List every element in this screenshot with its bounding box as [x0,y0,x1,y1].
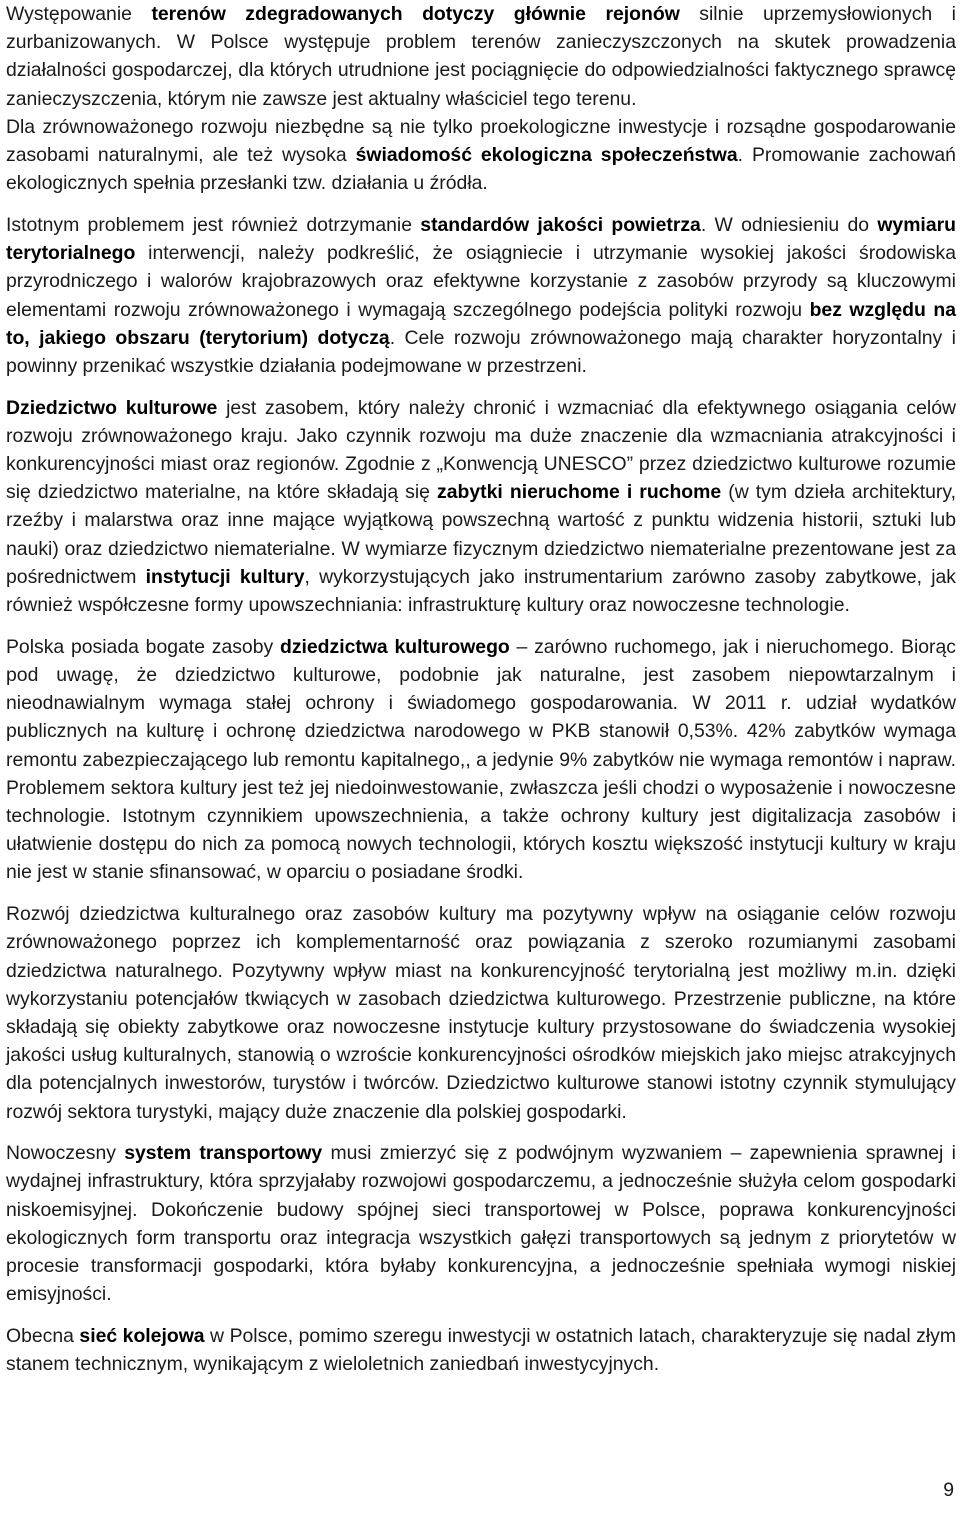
page-number: 9 [943,1479,954,1501]
paragraph-8 [6,1322,956,1378]
text-run: Rozwój dziedzictwa kulturalnego oraz zasobów kultury ma pozytywny wpływ na osiąganie celów rozwoju zrównoważonego poprzez ich komplementarność oraz powiązania z szeroko rozumianymi zasobami dziedzictwa naturalnego. Pozytywny wpływ miast na konkurencyjność terytorialną jest możliwy m.in. dzięki wykorzystaniu potencjałów tkwiących w zasobach dziedzictwa kulturowego. Przestrzenie publiczne, na które składają się obiekty zabytkowe oraz nowoczesne instytucje kultury przystosowane do świadczenia wysokiej jakości usług kulturalnych, stanowią o wzroście konkurencyjności ośrodków miejskich jako miejsc atrakcyjnych dla potencjalnych inwestorów, turystów i twórców. Dziedzictwo kulturowe stanowi istotny czynnik stymulujący rozwój sektora turystyki, mający duże znaczenie dla polskiej gospodarki. [6,903,956,1123]
bold-phrase: bez względu na to, jakiego obszaru (terytorium) dotyczą [6,298,956,349]
text-run: . Cele rozwoju zrównoważonego mają charakter horyzontalny i powinny przenikać wszystkie działania podejmowane w przestrzeni. [6,326,956,377]
paragraph-4 [6,394,956,620]
text-run: , wykorzystujących jako instrumentarium zarówno zasoby zabytkowe, jak również współczesne formy upowszechniania: infrastrukturę kultury oraz nowoczesne technologie. [6,565,957,617]
paragraph-3 [6,211,956,380]
paragraph-5 [6,633,956,887]
text-run: Nowoczesny [6,1142,125,1165]
text-run: Występowanie [6,3,152,25]
bold-phrase: wymiaru terytorialnego [6,213,956,265]
text-run: w Polsce, pomimo szeregu inwestycji w ostatnich latach, charakteryzuje się nadal złym stanem technicznym, wynikającym z wieloletnich zaniedbań inwestycyjnych. [6,1324,956,1376]
document-page [6,0,956,1392]
bold-phrase: Dziedzictwo kulturowe [6,396,218,419]
text-run: musi zmierzyć się z podwójnym wyzwaniem – zapewnienia sprawnej i wydajnej infrastruktury, która sprzyjałaby rozwojowi gospodarczemu, a jednocześnie służyła celom gospodarki niskoemisyjnej. Dokończenie budowy spójnej sieci transportowej w Polsce, poprawa konkurencyjności ekologicznych form transportu oraz integracja wszystkich gałęzi transportowych są jednym z priorytetów w procesie transformacji gospodarki, która byłaby konkurencyjna, a jednocześnie spełniała wymogi niskiej emisyjności. [6,1142,956,1306]
text-run: silnie uprzemysłowionych i zurbanizowanych. W Polsce występuje problem terenów zanieczyszczonych na skutek prowadzenia działalności gospodarczej, dla których utrudnione jest pociągnięcie do odpowiedzialności faktycznego sprawcę zanieczyszczenia, którym nie zawsze jest aktualny właściciel tego terenu. [6,3,956,110]
text-run: (w tym dzieła architektury, rzeźby i malarstwa oraz inne mające wyjątkową powszechną wartość z punktu widzenia historii, sztuki lub nauki) oraz dziedzictwo niematerialne. W wymiarze fizycznym dziedzictwo niematerialne prezentowane jest za pośrednictwem [6,481,956,588]
bold-phrase: terenów zdegradowanych dotyczy głównie rejonów [151,3,680,25]
bold-phrase: świadomość ekologiczna społeczeństwa [355,144,738,167]
bold-phrase: instytucji kultury [145,565,305,588]
text-run: Obecna [6,1324,80,1347]
bold-phrase: zabytki nieruchome i ruchome [437,481,722,504]
text-run: interwencji, należy podkreślić, że osiągniecie i utrzymanie wysokiej jakości środowiska przyrodniczego i walorów krajobrazowych oraz efektywne korzystanie z zasobów przyrody są kluczowymi elementami rozwoju zrównoważonego i wymagają szczególnego podejścia polityki rozwoju [6,242,956,321]
text-run: jest zasobem, który należy chronić i wzmacniać dla efektywnego osiągania celów rozwoju zrównoważonego kraju. Jako czynnik rozwoju ma duże znaczenie dla wzmacniania atrakcyjności i konkurencyjności miast oraz regionów. Zgodnie z „Konwencją UNESCO” przez dziedzictwo kulturowe rozumie się dziedzictwo materialne, na które składają się [6,396,956,504]
text-run: – zarówno ruchomego, jak i nieruchomego. Biorąc pod uwagę, że dziedzictwo kulturowe, podobnie jak naturalne, jest zasobem niepowtarzalnym i nieodnawialnym wymaga stałej ochrony i świadomego gospodarowania. W 2011 r. udział wydatków publicznych na kulturę i ochronę dziedzictwa narodowego w PKB stanowił 0,53%. 42% zabytków wymaga remontu zabezpieczającego lub remontu kapitalnego,, a jedynie 9% zabytków nie wymaga remontów i napraw. Problemem sektora kultury jest też jej niedoinwestowanie, zwłaszcza jeśli chodzi o wyposażenie i nowoczesne technologie. Istotnym czynnikiem upowszechnienia, a także ochrony kultury jest digitalizacja zasobów i ułatwienie dostępu do nich za pomocą nowych technologii, których kosztu większość instytucji kultury w kraju nie jest w stanie sfinansować, w oparciu o posiadane środki. [6,635,956,884]
text-run: Dla zrównoważonego rozwoju niezbędne są nie tylko proekologiczne inwestycje i rozsądne gospodarowanie zasobami naturalnymi, ale też wysoka [6,115,956,167]
bold-phrase: standardów jakości powietrza [420,213,701,236]
paragraph-2 [6,113,956,198]
paragraph-6 [6,900,956,1126]
text-run: Polska posiada bogate zasoby [6,635,280,658]
bold-phrase: system transportowy [124,1142,323,1165]
bold-phrase: sieć kolejowa [79,1324,205,1347]
paragraph-1 [6,0,956,113]
bold-phrase: dziedzictwa kulturowego [279,635,510,658]
text-run: Istotnym problemem jest również dotrzymanie [6,213,421,236]
paragraph-7 [6,1139,956,1308]
text-run: . W odniesieniu do [700,213,878,236]
text-run: . Promowanie zachowań ekologicznych spełnia przesłanki tzw. działania u źródła. [6,144,956,195]
